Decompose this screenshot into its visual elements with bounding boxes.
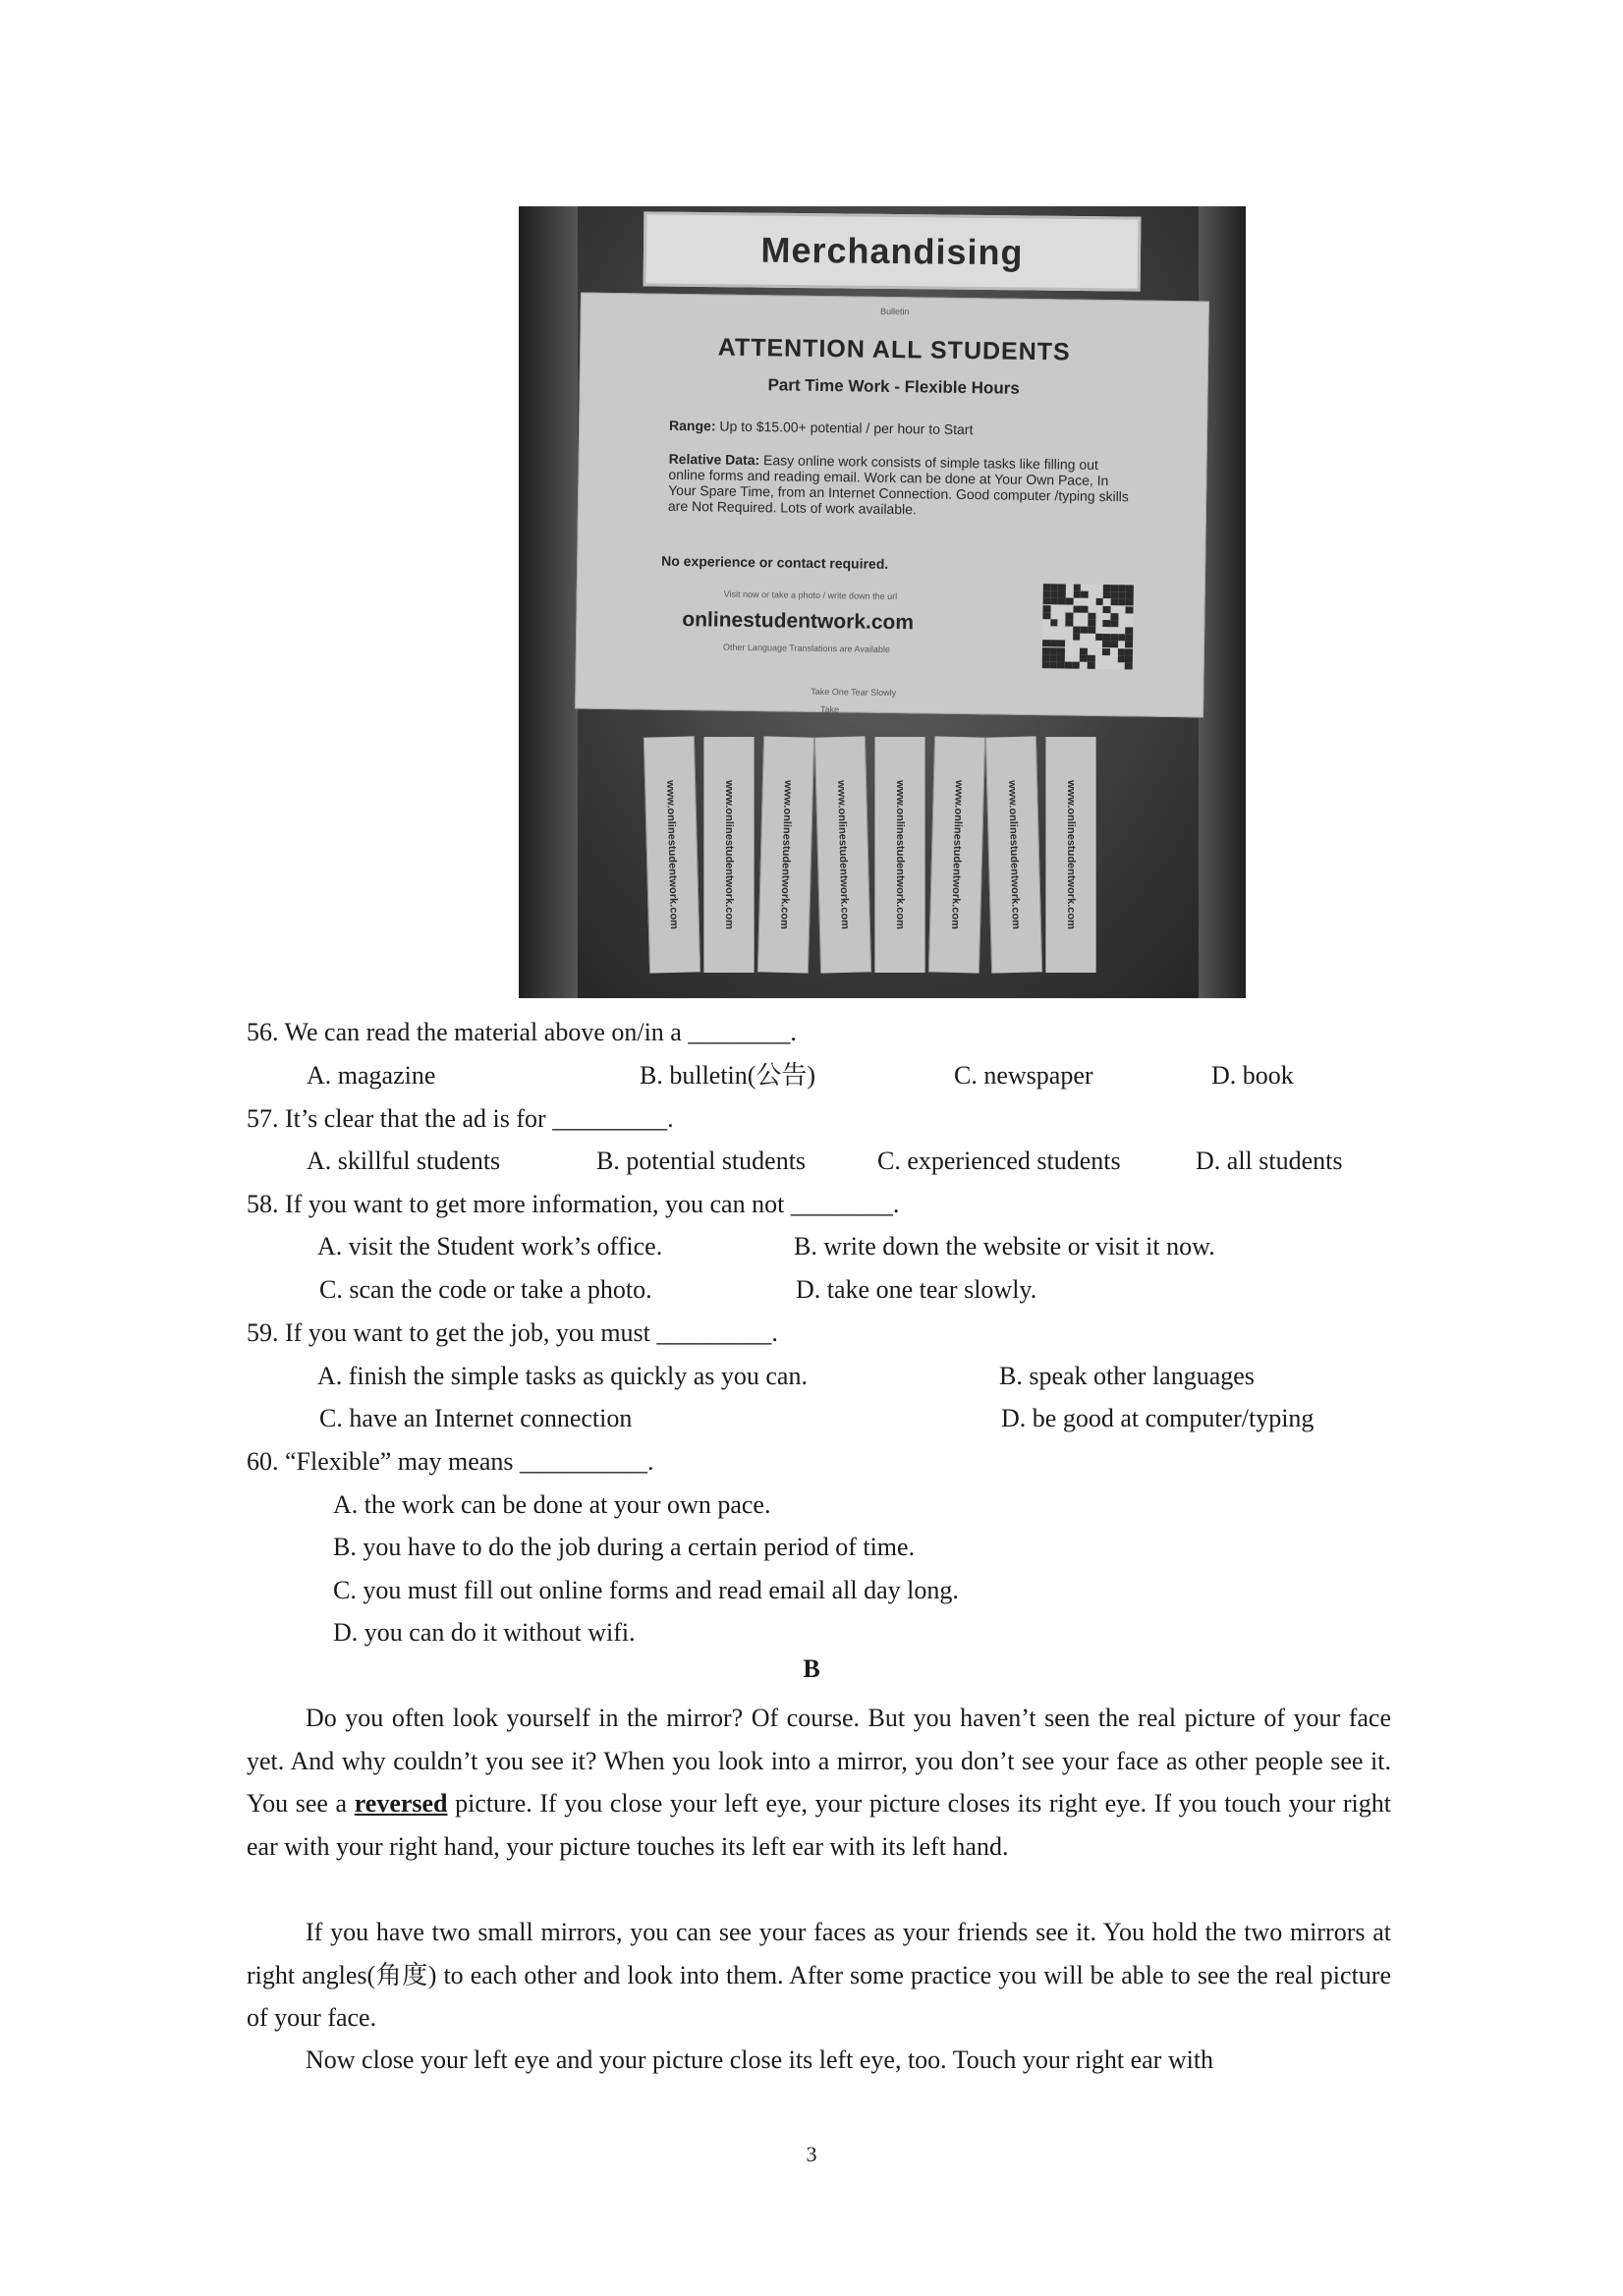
qr-module [1125, 634, 1133, 641]
qr-module [1111, 591, 1119, 598]
q57-option-a: A. skillful students [307, 1147, 501, 1175]
qr-module [1118, 599, 1126, 606]
flyer-subheading: Part Time Work - Flexible Hours [767, 375, 1020, 398]
qr-code-icon [1042, 584, 1134, 669]
tear-off-tab [703, 737, 755, 973]
question-59-stem: 59. If you want to get the job, you must _________. [247, 1318, 778, 1347]
q59-option-d: D. be good at computer/typing [1001, 1404, 1315, 1432]
question-56-stem: 56. We can read the material above on/in a ________. [247, 1018, 797, 1046]
q56-option-b: B. bulletin(公告) [640, 1061, 816, 1090]
q58-option-c: C. scan the code or take a photo. [319, 1275, 652, 1304]
qr-module [1126, 599, 1134, 606]
tab-url: www.onlinestudentwork.com [949, 779, 965, 930]
qr-module [1088, 612, 1095, 619]
qr-module [1118, 591, 1126, 598]
qr-module [1058, 584, 1066, 590]
qr-module [1088, 662, 1095, 669]
qr-module [1095, 598, 1103, 605]
qr-module [1042, 640, 1050, 646]
qr-module [1050, 641, 1058, 647]
flyer-take-note: Take [820, 704, 840, 715]
qr-module [1125, 642, 1133, 648]
qr-module [1073, 634, 1081, 641]
flyer-relative-text: Easy online work consists of simple tasks like filling out online forms and reading email. Work can be done at Your Own Pace, In Your Spare Time, from an Internet Connection. Good computer /typing skills are Not Required. Lots of work available. [667, 452, 1129, 518]
tab-url: www.onlinestudentwork.com [894, 780, 906, 929]
qr-module [1118, 648, 1126, 655]
q57-option-b: B. potential students [596, 1147, 807, 1175]
q58-option-b: B. write down the website or visit it now. [794, 1232, 1215, 1260]
question-58-stem: 58. If you want to get more information, you can not ________. [247, 1190, 900, 1218]
q58-option-d: D. take one tear slowly. [796, 1275, 1037, 1304]
passage-paragraph-1 [247, 1697, 1391, 1868]
qr-module [1072, 661, 1080, 668]
notice-photo [519, 206, 1246, 998]
qr-module [1125, 662, 1133, 669]
qr-module [1111, 598, 1119, 605]
flyer-url: onlinestudentwork.com [682, 608, 915, 635]
qr-module [1065, 661, 1073, 668]
flyer-tear-note: Take One Tear Slowly [811, 686, 897, 699]
qr-module [1042, 647, 1050, 654]
qr-module [1066, 598, 1074, 605]
qr-module [1058, 598, 1066, 605]
page-number: 3 [806, 2142, 817, 2166]
q60-option-a: A. the work can be done at your own pace. [333, 1490, 771, 1519]
q59-option-b: B. speak other languages [999, 1362, 1255, 1390]
qr-module [1081, 627, 1089, 634]
flyer-no-experience: No experience or contact required. [661, 552, 889, 572]
p1-after: picture. If you close your left eye, your picture closes its right eye. If you touch your right ear with your right hand, your picture touches its left ear with its left hand. [247, 1789, 1391, 1861]
qr-module [1080, 647, 1088, 654]
merchandising-sign: Merchandising [644, 211, 1142, 291]
qr-module [1118, 634, 1126, 641]
flyer-visit-note: Visit now or take a photo / write down the url [723, 588, 898, 602]
attention-flyer [575, 293, 1209, 718]
qr-module [1080, 654, 1088, 661]
p1-before: Do you often look yourself in the mirror? Of course. But you haven’t seen the real picture of your face yet. And why couldn’t you see it? When you look into a mirror, you don’t see your face as other people see it. You see a [247, 1704, 1391, 1818]
qr-module [1125, 655, 1133, 662]
qr-module [1042, 605, 1050, 612]
photo-left-edge [519, 206, 578, 998]
qr-module [1102, 634, 1110, 641]
q60-option-b: B. you have to do the job during a certain period of time. [333, 1533, 916, 1561]
qr-module [1057, 641, 1065, 647]
qr-module [1110, 634, 1118, 641]
qr-module [1073, 591, 1081, 598]
tab-url: www.onlinestudentwork.com [664, 779, 680, 930]
q60-option-d: D. you can do it without wifi. [333, 1618, 636, 1647]
qr-module [1103, 591, 1111, 598]
question-60-stem: 60. “Flexible” may means __________. [247, 1447, 654, 1476]
qr-module [1110, 620, 1118, 627]
qr-module [1088, 654, 1095, 661]
flyer-relative-label: Relative Data: [668, 450, 760, 469]
qr-module [1110, 613, 1118, 620]
tab-url: www.onlinestudentwork.com [1006, 779, 1022, 930]
passage-paragraph-3: Now close your left eye and your picture close its left eye, too. Touch your right ear with [306, 2045, 1214, 2074]
qr-module [1110, 641, 1118, 647]
qr-module [1065, 612, 1073, 619]
question-57-stem: 57. It’s clear that the ad is for _________. [247, 1104, 674, 1133]
qr-module [1126, 627, 1134, 634]
tear-off-tab [1045, 737, 1096, 973]
qr-module [1042, 654, 1050, 661]
q60-option-c: C. you must fill out online forms and read email all day long. [333, 1576, 959, 1604]
qr-module [1057, 654, 1065, 661]
qr-module [1073, 605, 1081, 612]
qr-module [1042, 661, 1050, 668]
qr-module [1118, 585, 1126, 591]
qr-module [1050, 647, 1058, 654]
qr-module [1050, 619, 1058, 626]
flyer-heading: ATTENTION ALL STUDENTS [717, 333, 1071, 366]
tear-off-tab [874, 737, 925, 973]
qr-module [1042, 612, 1050, 619]
q59-option-c: C. have an Internet connection [319, 1404, 633, 1432]
q59-option-a: A. finish the simple tasks as quickly as you can. [317, 1362, 808, 1390]
flyer-range [669, 418, 1168, 440]
qr-module [1088, 627, 1095, 634]
flyer-range-text: Up to $15.00+ potential / per hour to Start [719, 418, 974, 438]
qr-module [1057, 661, 1065, 668]
qr-module [1126, 585, 1134, 591]
qr-module [1111, 585, 1119, 591]
qr-module [1050, 598, 1058, 605]
tab-url: www.onlinestudentwork.com [835, 779, 851, 930]
flyer-translations-note: Other Language Translations are Available [722, 642, 890, 654]
qr-module [1050, 590, 1058, 597]
q56-option-d: D. book [1211, 1061, 1294, 1090]
qr-module [1081, 591, 1089, 598]
qr-module [1103, 585, 1111, 591]
qr-module [1043, 584, 1051, 590]
q57-option-d: D. all students [1196, 1147, 1343, 1175]
qr-module [1102, 641, 1110, 647]
qr-module [1103, 606, 1111, 613]
tear-off-tab [814, 736, 871, 973]
qr-module [1102, 648, 1110, 655]
qr-module [1095, 634, 1103, 641]
tear-off-tab [757, 736, 814, 973]
qr-module [1081, 605, 1089, 612]
qr-module [1103, 620, 1111, 627]
qr-module [1043, 590, 1051, 597]
tab-url: www.onlinestudentwork.com [778, 779, 794, 930]
q57-option-c: C. experienced students [877, 1147, 1121, 1175]
q58-option-a: A. visit the Student work’s office. [317, 1232, 663, 1260]
tear-off-tab [928, 736, 985, 973]
qr-module [1065, 619, 1073, 626]
qr-module [1049, 661, 1057, 668]
q56-option-c: C. newspaper [954, 1061, 1093, 1090]
qr-module [1050, 584, 1058, 590]
qr-module [1126, 591, 1134, 598]
qr-module [1073, 585, 1081, 591]
q56-option-a: A. magazine [307, 1061, 436, 1090]
flyer-bulletin-label: Bulletin [879, 306, 910, 317]
qr-module [1073, 627, 1081, 634]
qr-module [1049, 654, 1057, 661]
qr-module [1043, 597, 1051, 604]
flyer-range-label: Range: [668, 417, 716, 434]
p1-keyword-reversed: reversed [354, 1789, 448, 1818]
flyer-relative-data [668, 451, 1137, 521]
qr-module [1057, 647, 1065, 654]
tear-off-tab [644, 736, 700, 973]
tab-url: www.onlinestudentwork.com [723, 780, 735, 929]
passage-paragraph-2: If you have two small mirrors, you can see your faces as your friends see it. You hold the two mirrors at right angles(角度) to each other and look into them. After some practice you will be able to see the real picture of your face. [247, 1918, 1391, 2032]
section-b-title: B [803, 1654, 820, 1683]
qr-module [1126, 606, 1134, 613]
tear-off-tab [985, 736, 1042, 973]
tab-url: www.onlinestudentwork.com [1065, 780, 1077, 929]
qr-module [1117, 655, 1125, 662]
qr-module [1058, 591, 1066, 598]
qr-module [1088, 620, 1095, 627]
